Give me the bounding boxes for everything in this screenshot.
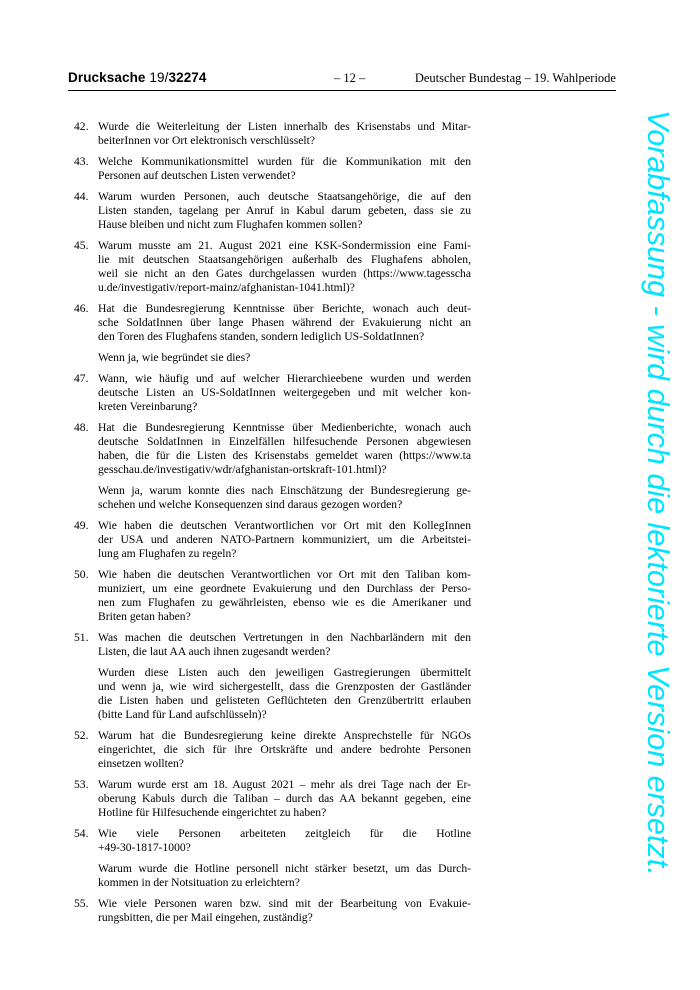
question-number: 55. bbox=[74, 897, 89, 910]
question-item bbox=[68, 302, 471, 365]
question-line: Personen auf deutschen Listen verwendet? bbox=[98, 169, 296, 182]
question-line: Wie haben die deutschen Verantwortlichen vor Ort mit den Taliban kom- bbox=[98, 568, 471, 581]
question-list bbox=[68, 120, 471, 932]
question-line: sche SoldatInnen über lange Phasen während der Evakuierung nicht an bbox=[98, 316, 471, 329]
question-line: rungsbitten, die per Mail eingehen, zuständig? bbox=[98, 911, 313, 924]
question-line: haben, die für die Listen des Krisenstabs gemeldet waren (https://www.ta bbox=[98, 449, 471, 462]
question-number: 45. bbox=[74, 239, 89, 252]
question-line: Wenn ja, wie begründet sie dies? bbox=[98, 351, 251, 364]
question-line: nen zum Flughafen zu gewährleisten, ebenso wie es die Amerikaner und bbox=[98, 596, 471, 609]
question-item bbox=[68, 631, 471, 722]
question-paragraph bbox=[98, 666, 471, 722]
question-number: 54. bbox=[74, 827, 89, 840]
question-line: Warum wurden Personen, auch deutsche Staatsangehörige, die auf den bbox=[98, 190, 471, 203]
question-line: oberung Kabuls durch die Taliban – durch das AA bekannt gegeben, eine bbox=[98, 792, 471, 805]
question-paragraph bbox=[98, 519, 471, 561]
question-line: beiterInnen vor Ort elektronisch verschlüsselt? bbox=[98, 134, 315, 147]
watermark-text: Vorabfassung - wird durch die lektorierte Version ersetzt. bbox=[641, 110, 675, 876]
question-number: 47. bbox=[74, 372, 89, 385]
question-line: gesschau.de/investigativ/wdr/afghanistan-ortskraft-101.html)? bbox=[98, 463, 387, 476]
question-line: eingerichtet, die sich für ihre Ortskräfte und andere bedrohte Personen bbox=[98, 743, 471, 756]
institution-label: Deutscher Bundestag – 19. Wahlperiode bbox=[414, 71, 616, 85]
document-label: Drucksache bbox=[68, 70, 146, 85]
question-number: 48. bbox=[74, 421, 89, 434]
question-line: Briten getan haben? bbox=[98, 610, 191, 623]
question-line: Wann, wie häufig und auf welcher Hierarchieebene wurden und werden bbox=[98, 372, 471, 385]
question-paragraph bbox=[98, 372, 471, 414]
question-number: 46. bbox=[74, 302, 89, 315]
question-item bbox=[68, 120, 471, 148]
question-line: Wurde die Weiterleitung der Listen innerhalb des Krisenstabs und Mitar- bbox=[98, 120, 471, 133]
document-reference bbox=[68, 70, 207, 85]
question-paragraph bbox=[98, 120, 471, 148]
question-line: Hat die Bundesregierung Kenntnisse über Medienberichte, wonach auch bbox=[98, 421, 471, 434]
question-line: weil sie nicht an den Gates durchgelassen wurden (https://www.tagesscha bbox=[98, 267, 471, 280]
question-line: schehen und welche Konsequenzen sind daraus gezogen worden? bbox=[98, 498, 403, 511]
question-paragraph bbox=[98, 351, 471, 365]
question-paragraph bbox=[98, 155, 471, 183]
question-line: Hause bleiben und nicht zum Flughafen kommen sollen? bbox=[98, 218, 363, 231]
question-paragraph bbox=[98, 190, 471, 232]
question-line: Listen, die laut AA auch ihnen zugesandt werden? bbox=[98, 645, 331, 658]
question-item bbox=[68, 372, 471, 414]
question-paragraph bbox=[98, 631, 471, 659]
question-line: Wenn ja, warum konnte dies nach Einschätzung der Bundesregierung ge- bbox=[98, 484, 471, 497]
question-line: Listen standen, tagelang per Anruf in Kabul darum gebeten, dass sie zu bbox=[98, 204, 471, 217]
question-line: den Toren des Flughafens standen, sondern lediglich US-SoldatInnen? bbox=[98, 330, 425, 343]
question-item bbox=[68, 519, 471, 561]
question-item bbox=[68, 897, 471, 925]
question-line: Hotline für Hilfesuchende eingerichtet zu haben? bbox=[98, 806, 327, 819]
question-line: der USA und anderen NATO-Partnern kommuniziert, um die Arbeitstei- bbox=[98, 533, 471, 546]
question-number: 50. bbox=[74, 568, 89, 581]
question-line: muniziert, um eine geordnete Evakuierung und den Durchlass der Perso- bbox=[98, 582, 471, 595]
question-line: Was machen die deutschen Vertretungen in den Nachbarländern mit den bbox=[98, 631, 471, 644]
question-line: die Listen haben und gelisteten Geflüchteten den Grenzübertritt erlauben bbox=[98, 694, 471, 707]
question-line: Wurden diese Listen auch den jeweiligen Gastregierungen übermittelt bbox=[98, 666, 471, 679]
question-item bbox=[68, 239, 471, 295]
question-number: 52. bbox=[74, 729, 89, 742]
question-line: und wenn ja, wie wird sichergestellt, dass die Grenzposten der Gastländer bbox=[98, 680, 471, 693]
question-line: kreten Vereinbarung? bbox=[98, 400, 198, 413]
question-item bbox=[68, 729, 471, 771]
question-item bbox=[68, 155, 471, 183]
question-number: 44. bbox=[74, 190, 89, 203]
question-line: Wie viele Personen waren bzw. sind mit der Bearbeitung von Evakuie- bbox=[98, 897, 471, 910]
question-number: 42. bbox=[74, 120, 89, 133]
question-paragraph bbox=[98, 239, 471, 295]
page-header bbox=[68, 70, 616, 91]
question-number: 49. bbox=[74, 519, 89, 532]
question-number: 53. bbox=[74, 778, 89, 791]
question-line: Warum hat die Bundesregierung keine direkte Ansprechstelle für NGOs bbox=[98, 729, 471, 742]
question-paragraph bbox=[98, 897, 471, 925]
question-item bbox=[68, 421, 471, 512]
question-line: einsetzen wollten? bbox=[98, 757, 184, 770]
question-line: Warum wurde erst am 18. August 2021 – mehr als drei Tage nach der Er- bbox=[98, 778, 471, 791]
question-paragraph bbox=[98, 484, 471, 512]
question-item bbox=[68, 827, 471, 890]
question-line: (bitte Land für Land aufschlüsseln)? bbox=[98, 708, 267, 721]
question-paragraph bbox=[98, 778, 471, 820]
question-line: +49-30-1817-1000? bbox=[98, 841, 191, 854]
question-line: u.de/investigativ/report-mainz/afghanistan-1041.html)? bbox=[98, 281, 355, 294]
question-item bbox=[68, 190, 471, 232]
question-line: Warum wurde die Hotline personell nicht stärker besetzt, um das Durch- bbox=[98, 862, 471, 875]
question-line: Hat die Bundesregierung Kenntnisse über Berichte, wonach auch deut- bbox=[98, 302, 471, 315]
question-item bbox=[68, 778, 471, 820]
question-line: kommen in der Notsituation zu erleichtern? bbox=[98, 876, 300, 889]
document-number: 32274 bbox=[168, 70, 207, 85]
question-paragraph bbox=[98, 421, 471, 477]
question-line: Welche Kommunikationsmittel wurden für die Kommunikation mit den bbox=[98, 155, 471, 168]
question-line: Warum musste am 21. August 2021 eine KSK-Sondermission eine Fami- bbox=[98, 239, 471, 252]
question-item bbox=[68, 568, 471, 624]
question-number: 43. bbox=[74, 155, 89, 168]
question-paragraph bbox=[98, 862, 471, 890]
question-line: Wie viele Personen arbeiteten zeitgleich für die Hotline bbox=[98, 827, 471, 840]
question-line: lie mit deutschen Staatsangehörigen außerhalb des Flughafens abholen, bbox=[98, 253, 471, 266]
document-number-prefix: 19/ bbox=[149, 70, 169, 85]
question-paragraph bbox=[98, 827, 471, 855]
question-paragraph bbox=[98, 568, 471, 624]
watermark bbox=[640, 110, 690, 880]
page-number: – 12 – bbox=[334, 71, 366, 85]
question-line: deutsche Listen an US-SoldatInnen weitergegeben und mit welcher kon- bbox=[98, 386, 471, 399]
question-paragraph bbox=[98, 729, 471, 771]
question-paragraph bbox=[98, 302, 471, 344]
question-line: Wie haben die deutschen Verantwortlichen vor Ort mit den KollegInnen bbox=[98, 519, 471, 532]
question-number: 51. bbox=[74, 631, 89, 644]
question-line: lung am Flughafen zu regeln? bbox=[98, 547, 237, 560]
question-line: deutsche SoldatInnen in Einzelfällen hilfesuchende Personen abgewiesen bbox=[98, 435, 471, 448]
